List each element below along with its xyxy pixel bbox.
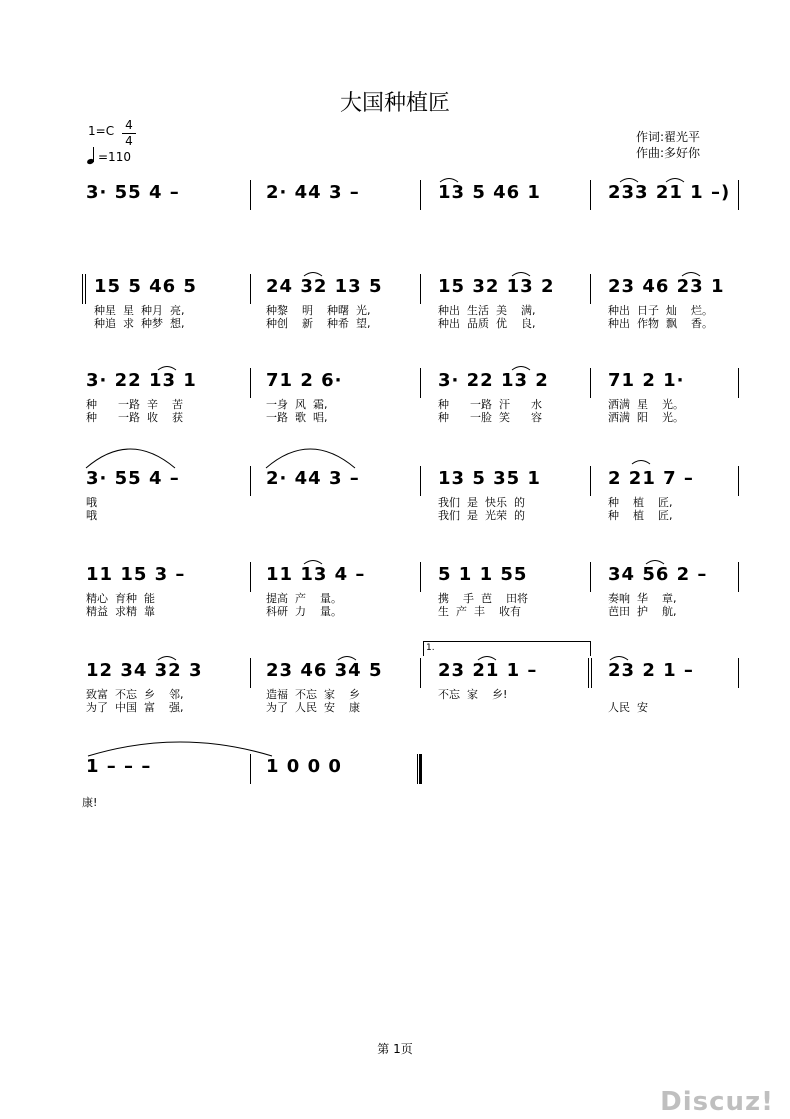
measure: 2· 44 3 – bbox=[266, 182, 360, 203]
barline bbox=[250, 466, 251, 496]
lyric-line-2: 种 一脸 笑 容 bbox=[438, 411, 542, 424]
barline bbox=[250, 562, 251, 592]
measure: 233 21 1 –) bbox=[608, 182, 731, 203]
lyric-line-1: 精心 育种 能 bbox=[86, 592, 155, 605]
measure: 2· 44 3 – bbox=[266, 468, 360, 489]
lyric-line-1: 种 一路 汗 水 bbox=[438, 398, 542, 411]
lyric-line-1: 康! bbox=[82, 796, 98, 809]
barline bbox=[590, 562, 591, 592]
repeat-barline bbox=[85, 274, 86, 304]
time-signature-bottom: 4 bbox=[125, 134, 133, 148]
lyric-line-1: 洒满 星 光。 bbox=[608, 398, 684, 411]
final-barline bbox=[419, 754, 422, 784]
barline bbox=[420, 274, 421, 304]
score-row bbox=[80, 752, 740, 814]
lyric-line-1: 种星 星 种月 亮, bbox=[94, 304, 185, 317]
first-ending-label: 1. bbox=[426, 643, 435, 653]
measure: 23 46 23 1 bbox=[608, 276, 725, 297]
barline bbox=[420, 562, 421, 592]
lyric-line-2: 一路 歌 唱, bbox=[266, 411, 328, 424]
barline bbox=[420, 466, 421, 496]
lyric-line-2: 生 产 丰 收有 bbox=[438, 605, 521, 618]
barline bbox=[250, 658, 251, 688]
lyric-line-1: 提高 产 量。 bbox=[266, 592, 342, 605]
repeat-end-barline bbox=[591, 658, 592, 688]
score-row bbox=[80, 560, 740, 622]
lyric-line-1: 携 手 芭 田将 bbox=[438, 592, 528, 605]
barline bbox=[420, 368, 421, 398]
measure: 23 2 1 – bbox=[608, 660, 694, 681]
measure: 5 1 1 55 bbox=[438, 564, 528, 585]
end-barline bbox=[738, 180, 739, 210]
key-signature: 1=C bbox=[88, 124, 115, 138]
lyricist-credit: 作词:翟光平 bbox=[636, 130, 701, 144]
lyric-line-1: 种 一路 辛 苦 bbox=[86, 398, 183, 411]
measure: 1 – – – bbox=[86, 756, 152, 777]
lyric-line-1: 致富 不忘 乡 邻, bbox=[86, 688, 184, 701]
lyric-line-2: 精益 求精 靠 bbox=[86, 605, 155, 618]
lyric-line-1: 不忘 家 乡! bbox=[438, 688, 508, 701]
score-row bbox=[80, 464, 740, 526]
lyric-line-1: 造福 不忘 家 乡 bbox=[266, 688, 360, 701]
lyric-line-1: 一身 风 霜, bbox=[266, 398, 328, 411]
lyric-line-1: 奏响 华 章, bbox=[608, 592, 677, 605]
lyric-line-2: 为了 中国 富 强, bbox=[86, 701, 184, 714]
measure: 15 5 46 5 bbox=[94, 276, 197, 297]
barline bbox=[590, 466, 591, 496]
lyric-line-2: 我们 是 光荣 的 bbox=[438, 509, 525, 522]
repeat-barline bbox=[82, 274, 83, 304]
score-row bbox=[80, 656, 740, 718]
repeat-end-barline bbox=[588, 658, 589, 688]
score-row bbox=[80, 366, 740, 428]
barline bbox=[738, 466, 739, 496]
barline bbox=[590, 274, 591, 304]
lyric-line-2: 种出 品质 优 良, bbox=[438, 317, 536, 330]
watermark: Discuz! bbox=[660, 1087, 774, 1117]
measure: 13 5 46 1 bbox=[438, 182, 541, 203]
lyric-line-1: 种 植 匠, bbox=[608, 496, 673, 509]
tempo-value: =110 bbox=[98, 150, 131, 164]
measure: 15 32 13 2 bbox=[438, 276, 555, 297]
measure: 12 34 32 3 bbox=[86, 660, 203, 681]
lyric-line-1: 我们 是 快乐 的 bbox=[438, 496, 525, 509]
measure: 3· 55 4 – bbox=[86, 468, 180, 489]
barline bbox=[738, 368, 739, 398]
barline bbox=[250, 368, 251, 398]
measure: 23 46 34 5 bbox=[266, 660, 383, 681]
lyric-line-1: 种出 生活 美 满, bbox=[438, 304, 536, 317]
final-barline bbox=[417, 754, 418, 784]
lyric-line-2: 哦 bbox=[86, 509, 97, 522]
measure: 24 32 13 5 bbox=[266, 276, 383, 297]
measure: 71 2 1· bbox=[608, 370, 685, 391]
lyric-line-2: 为了 人民 安 康 bbox=[266, 701, 360, 714]
measure: 34 56 2 – bbox=[608, 564, 708, 585]
composer-credit: 作曲:多好你 bbox=[636, 146, 701, 160]
measure: 3· 22 13 1 bbox=[86, 370, 197, 391]
score-row bbox=[80, 178, 740, 218]
measure: 3· 55 4 – bbox=[86, 182, 180, 203]
tempo-marking bbox=[87, 146, 131, 164]
measure: 23 21 1 – bbox=[438, 660, 538, 681]
first-ending-bracket bbox=[423, 641, 591, 656]
measure: 71 2 6· bbox=[266, 370, 343, 391]
lyric-line-2: 种 一路 收 获 bbox=[86, 411, 183, 424]
lyric-line-2: 种出 作物 飘 香。 bbox=[608, 317, 713, 330]
barline bbox=[590, 368, 591, 398]
barline bbox=[590, 180, 591, 210]
measure: 13 5 35 1 bbox=[438, 468, 541, 489]
time-signature bbox=[122, 118, 136, 149]
lyric-line-2: 人民 安 bbox=[608, 701, 648, 714]
lyric-line-2: 种追 求 种梦 想, bbox=[94, 317, 185, 330]
lyric-line-1: 种黎 明 种曙 光, bbox=[266, 304, 371, 317]
lyric-line-2: 洒满 阳 光。 bbox=[608, 411, 684, 424]
score-row bbox=[80, 272, 740, 334]
quarter-note-icon bbox=[87, 146, 96, 164]
lyric-line-1: 哦 bbox=[86, 496, 97, 509]
page-number: 第 1页 bbox=[377, 1042, 413, 1056]
barline bbox=[250, 180, 251, 210]
barline bbox=[420, 658, 421, 688]
barline bbox=[420, 180, 421, 210]
lyric-line-2: 种 植 匠, bbox=[608, 509, 673, 522]
measure: 3· 22 13 2 bbox=[438, 370, 549, 391]
barline bbox=[738, 562, 739, 592]
lyric-line-2: 科研 力 量。 bbox=[266, 605, 342, 618]
lyric-line-1: 种出 日子 灿 烂。 bbox=[608, 304, 713, 317]
time-signature-top: 4 bbox=[122, 118, 136, 134]
barline bbox=[250, 274, 251, 304]
barline bbox=[738, 658, 739, 688]
measure: 11 15 3 – bbox=[86, 564, 186, 585]
lyric-line-2: 种创 新 种希 望, bbox=[266, 317, 371, 330]
lyric-line-2: 芭田 护 航, bbox=[608, 605, 677, 618]
song-title: 大国种植匠 bbox=[339, 91, 450, 116]
barline bbox=[250, 754, 251, 784]
measure: 2 21 7 – bbox=[608, 468, 694, 489]
measure: 11 13 4 – bbox=[266, 564, 366, 585]
measure: 1 0 0 0 bbox=[266, 756, 342, 777]
